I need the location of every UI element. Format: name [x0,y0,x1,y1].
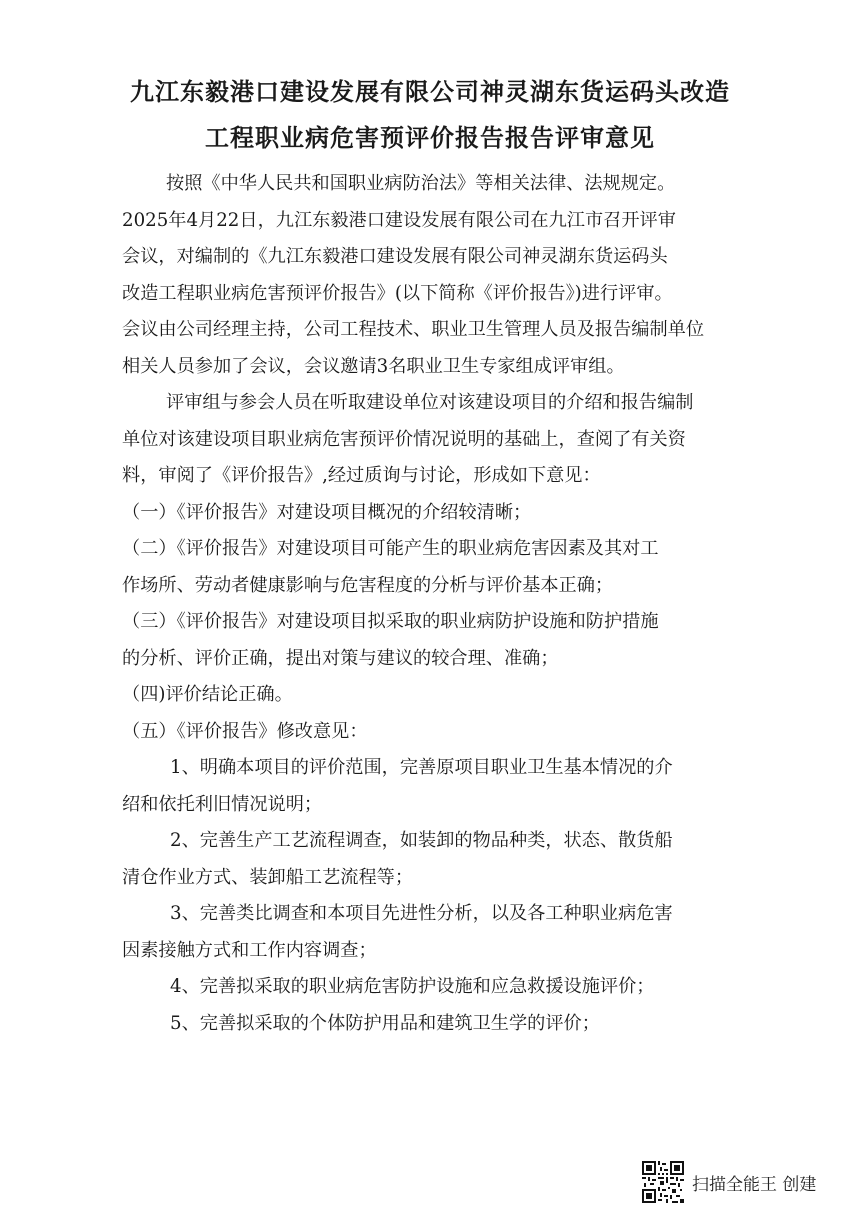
opinion-item-4: （四)评价结论正确。 [122,684,293,705]
opinion-item-1: （一）《评价报告》对建设项目概况的介绍较清晰； [122,501,532,523]
opinion-item-3-cont: 的分析、评价正确，提出对策与建议的较合理、准确； [122,647,559,669]
revision-item-4: 4、完善拟采取的职业病危害防护设施和应急救援设施评价； [170,976,655,997]
paragraph-line: 评审组与参会人员在听取建设单位对该建设项目的介绍和报告编制 [166,392,694,413]
scanner-watermark [642,1160,816,1204]
opinion-item-3: （三）《评价报告》对建设项目拟采取的职业病防护设施和防护措施 [122,611,659,632]
document-title-line-2: 工程职业病危害预评价报告报告评审意见 [205,124,655,152]
opinion-item-5: （五）《评价报告》修改意见： [122,720,368,742]
paragraph-line: 2025年4月22日，九江东毅港口建设发展有限公司在九江市召开评审 [122,209,676,231]
revision-item-1: 1、明确本项目的评价范围，完善原项目职业卫生基本情况的介 [170,757,673,778]
paragraph-line: 改造工程职业病危害预评价报告》(以下简称《评价报告》)进行评审。 [122,282,673,304]
paragraph-line: 相关人员参加了会议，会议邀请3名职业卫生专家组成评审组。 [122,355,625,377]
revision-item-3: 3、完善类比调查和本项目先进性分析，以及各工种职业病危害 [170,903,673,924]
document-body [122,166,722,1042]
opinion-item-2: （二）《评价报告》对建设项目可能产生的职业病危害因素及其对工 [122,538,659,559]
revision-item-5: 5、完善拟采取的个体防护用品和建筑卫生学的评价； [170,1012,600,1034]
opinion-item-2-cont: 作场所、劳动者健康影响与危害程度的分析与评价基本正确； [122,574,614,596]
revision-item-3-cont: 因素接触方式和工作内容调查； [122,939,377,961]
qr-code-icon [642,1161,684,1203]
paragraph-line: 按照《中华人民共和国职业病防治法》等相关法律、法规规定。 [166,173,676,194]
paragraph-line: 会议，对编制的《九江东毅港口建设发展有限公司神灵湖东货运码头 [122,246,668,267]
paragraph-line: 单位对该建设项目职业病危害预评价情况说明的基础上，查阅了有关资 [122,428,686,450]
watermark-text: 扫描全能王 创建 [692,1174,817,1195]
revision-item-2: 2、完善生产工艺流程调查，如装卸的物品种类，状态、散货船 [170,830,673,851]
revision-item-1-cont: 绍和依托利旧情况说明； [122,793,323,815]
revision-item-2-cont: 清仓作业方式、装卸船工艺流程等； [122,866,414,888]
document-title-line-1: 九江东毅港口建设发展有限公司神灵湖东货运码头改造 [130,78,730,106]
paragraph-line: 料，审阅了《评价报告》,经过质询与讨论，形成如下意见： [122,465,601,486]
paragraph-line: 会议由公司经理主持，公司工程技术、职业卫生管理人员及报告编制单位 [122,319,705,340]
